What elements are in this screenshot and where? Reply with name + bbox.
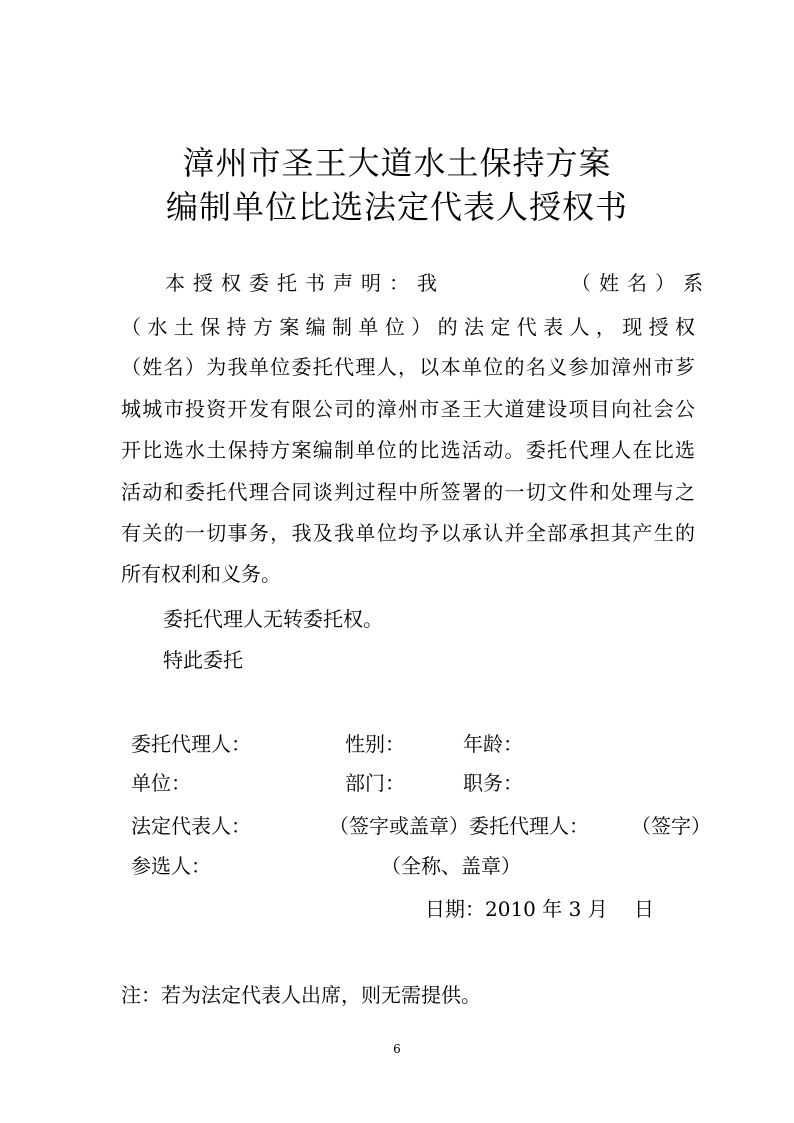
fullname-seal-hint: （全称、盖章） <box>381 854 521 878</box>
body-line: （水土保持方案编制单位）的法定代表人，现授权 <box>121 315 695 339</box>
no-transfer-clause: 委托代理人无转委托权。 <box>163 607 383 631</box>
bidder-label: 参选人： <box>131 854 211 878</box>
unit-label: 单位： <box>131 771 191 795</box>
body-line: 有关的一切事务，我及我单位均予以承认并全部承担其产生的 <box>121 521 695 545</box>
footnote: 注：若为法定代表人出席，则无需提供。 <box>121 983 481 1007</box>
date-line: 日期：2010 年 3 月 日 <box>425 897 655 921</box>
body-line: 开比选水土保持方案编制单位的比选活动。委托代理人在比选 <box>121 438 695 462</box>
document-title-line-2: 编制单位比选法定代表人授权书 <box>165 188 628 226</box>
position-label: 职务： <box>463 771 523 795</box>
special-entrust: 特此委托 <box>163 648 243 672</box>
department-label: 部门： <box>345 771 405 795</box>
sign-hint: （签字） <box>631 814 711 838</box>
body-line: 活动和委托代理合同谈判过程中所签署的一切文件和处理与之 <box>121 480 695 504</box>
page-number: 6 <box>393 1042 401 1056</box>
authorization-statement-prefix: 本授权委托书声明：我 <box>165 271 445 295</box>
name-placeholder-hint: （姓名）系 <box>571 271 711 295</box>
document-title-line-1: 漳州市圣王大道水土保持方案 <box>182 144 612 182</box>
body-line: （姓名）为我单位委托代理人，以本单位的名义参加漳州市芗 <box>121 355 695 379</box>
agent-label: 委托代理人： <box>131 732 251 756</box>
age-label: 年龄： <box>463 732 523 756</box>
gender-label: 性别： <box>345 732 405 756</box>
body-line: 城城市投资开发有限公司的漳州市圣王大道建设项目向社会公 <box>121 397 695 421</box>
body-line-last: 所有权利和义务。 <box>121 562 281 586</box>
legal-rep-label: 法定代表人： <box>131 814 251 838</box>
sign-or-seal-agent: （签字或盖章）委托代理人： <box>329 814 589 838</box>
